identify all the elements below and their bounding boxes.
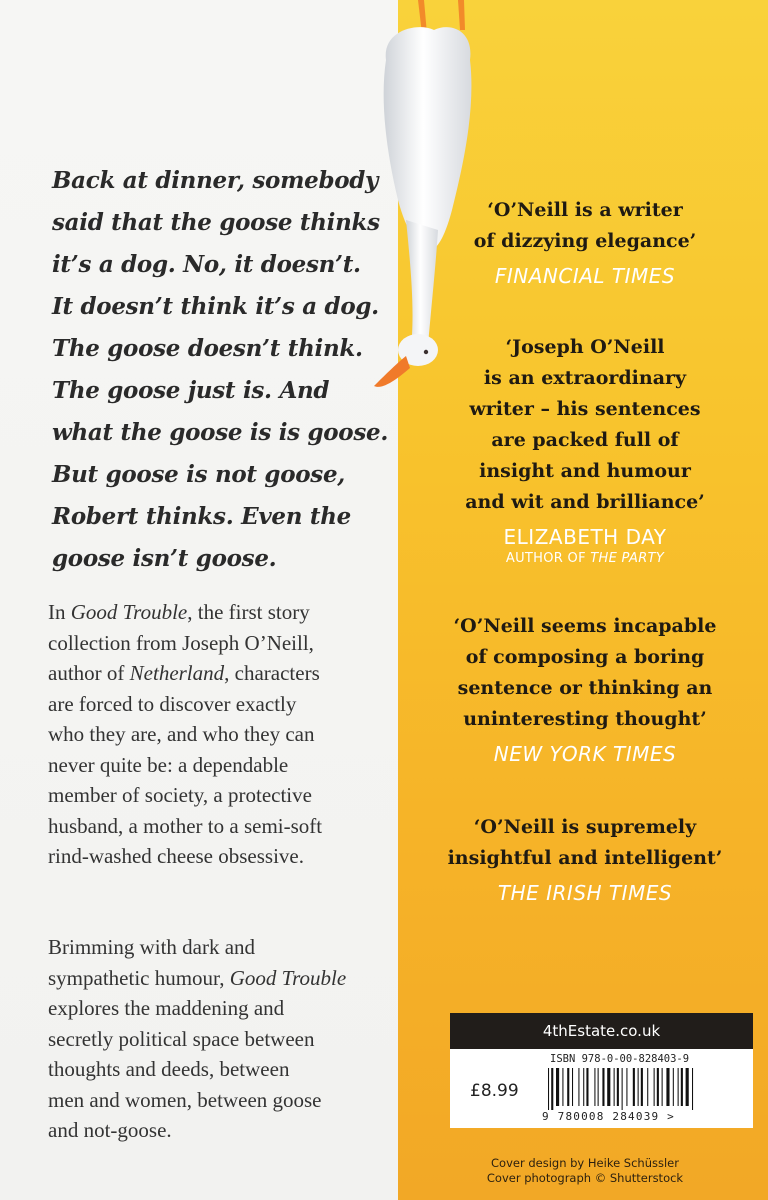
text-run: and not-goose.: [48, 1118, 172, 1142]
description-line: [48, 1085, 378, 1116]
text-run: collection from Joseph O’Neill,: [48, 630, 314, 655]
blurb-line: insightful and intelligent’: [447, 847, 723, 869]
barcode-bar: [602, 1068, 604, 1106]
excerpt-line: said that the goose thinks: [52, 209, 380, 236]
barcode-bar: [686, 1068, 689, 1106]
barcode-bar: [673, 1068, 674, 1106]
description-line: [48, 689, 378, 720]
blurb-source: THE IRISH TIMES: [497, 881, 673, 905]
text-run: , characters: [224, 661, 320, 685]
text-run: author of: [48, 661, 130, 685]
blurb-elizabeth-day: [420, 332, 750, 566]
barcode-bar: [662, 1068, 663, 1106]
blurb-financial-times: [420, 195, 750, 288]
barcode-bar: [638, 1068, 639, 1106]
description-paragraph-1: [48, 597, 378, 872]
barcode-bar: [633, 1068, 635, 1106]
barcode-bar: [647, 1068, 648, 1106]
barcode-digits: 9 780008 284039 >: [542, 1110, 675, 1123]
barcode-bar: [681, 1068, 683, 1106]
publisher-website: 4thEstate.co.uk: [450, 1013, 753, 1049]
barcode-bar: [654, 1068, 655, 1106]
description-line: [48, 780, 378, 811]
subtitle-book-title: THE PARTY: [590, 551, 665, 566]
price-label: £8.99: [470, 1081, 519, 1101]
isbn-number: ISBN 978-0-00-828403-9: [550, 1053, 690, 1065]
blurb-new-york-times: [420, 611, 750, 766]
photo-credit: Cover photograph © Shutterstock: [486, 1171, 684, 1185]
text-run: rind-washed cheese obsessive.: [48, 844, 304, 868]
cover-credits: [420, 1156, 750, 1186]
barcode-bar: [583, 1068, 584, 1106]
subtitle-prefix: AUTHOR OF: [505, 551, 591, 566]
blurb-line: uninteresting thought’: [463, 708, 707, 730]
barcode-bar: [626, 1068, 627, 1106]
text-run: who they are, and who they can: [48, 722, 315, 746]
blurb-irish-times: [420, 812, 750, 905]
text-run: men and women, between goose: [48, 1087, 322, 1112]
barcode-bar: [562, 1068, 563, 1106]
book-title: Netherland: [129, 661, 225, 685]
description-line: [48, 658, 378, 689]
barcode-bar: [578, 1068, 579, 1106]
blurb-line: of composing a boring: [465, 646, 705, 668]
description-line: [48, 993, 378, 1024]
barcode-bars: [548, 1068, 738, 1110]
text-run: sympathetic humour,: [48, 965, 230, 990]
blurb-line: of dizzying elegance’: [473, 230, 697, 252]
book-title: Good Trouble: [229, 965, 347, 990]
excerpt-line: But goose is not goose,: [52, 461, 345, 488]
description-line: [48, 597, 378, 628]
barcode-bar: [666, 1068, 669, 1106]
text-run: , the first story: [187, 600, 310, 624]
barcode-bar: [617, 1068, 619, 1106]
barcode-bar: [551, 1068, 553, 1110]
blurb-line: ‘O’Neill seems incapable: [453, 615, 717, 637]
text-run: Brimming with dark and: [48, 935, 256, 959]
blurb-source-subtitle: [420, 551, 750, 566]
excerpt-line: It doesn’t think it’s a dog.: [52, 293, 379, 320]
excerpt-line: it’s a dog. No, it doesn’t.: [52, 251, 361, 278]
excerpt-line: goose isn’t goose.: [52, 545, 277, 572]
barcode-bar: [692, 1068, 693, 1110]
text-run: thoughts and deeds, between: [48, 1057, 290, 1081]
design-credit: Cover design by Heike Schüssler: [491, 1156, 679, 1170]
blurb-line: are packed full of: [491, 429, 679, 451]
barcode-bar: [572, 1068, 573, 1106]
barcode-bar: [548, 1068, 549, 1110]
blurb-line: writer – his sentences: [469, 398, 701, 420]
barcode-panel: [450, 1049, 753, 1128]
description-line: [48, 1115, 378, 1146]
barcode-bar: [678, 1068, 679, 1106]
description-line: [48, 1024, 378, 1055]
blurb-line: ‘Joseph O’Neill: [505, 336, 665, 358]
blurb-line: insight and humour: [479, 460, 691, 482]
text-run: member of society, a protective: [48, 783, 312, 807]
excerpt-line: what the goose is is goose.: [52, 419, 389, 446]
text-run: explores the maddening and: [48, 996, 285, 1020]
barcode-bar: [594, 1068, 595, 1106]
barcode-bar: [622, 1068, 623, 1110]
text-run: never quite be: a dependable: [48, 752, 289, 777]
excerpt-quote: [52, 160, 389, 580]
barcode-bar: [657, 1068, 659, 1106]
description-line: [48, 719, 378, 750]
barcode-bar: [567, 1068, 569, 1106]
description-line: [48, 841, 378, 872]
blurb-line: and wit and brilliance’: [465, 491, 705, 513]
description-line: [48, 963, 378, 994]
text-run: In: [48, 600, 71, 624]
blurb-line: ‘O’Neill is supremely: [473, 816, 697, 838]
excerpt-line: The goose just is. And: [52, 377, 330, 404]
blurb-line: sentence or thinking an: [457, 677, 713, 699]
barcode-bar: [641, 1068, 643, 1106]
blurb-source: ELIZABETH DAY: [503, 525, 667, 549]
description-line: [48, 932, 378, 963]
description-line: [48, 628, 378, 659]
book-title: Good Trouble: [70, 600, 188, 624]
barcode-bar: [598, 1068, 599, 1106]
description-line: [48, 750, 378, 781]
blurb-line: is an extraordinary: [483, 367, 687, 389]
blurb-source: FINANCIAL TIMES: [494, 264, 676, 288]
description-line: [48, 811, 378, 842]
description-paragraph-2: [48, 932, 378, 1146]
barcode-bar: [607, 1068, 610, 1106]
barcode-bar: [614, 1068, 615, 1106]
text-run: are forced to discover exactly: [48, 691, 297, 716]
excerpt-line: The goose doesn’t think.: [52, 335, 363, 362]
description-line: [48, 1054, 378, 1085]
excerpt-line: Back at dinner, somebody: [52, 167, 379, 194]
barcode-bar: [586, 1068, 588, 1106]
text-run: husband, a mother to a semi-soft: [48, 813, 323, 838]
barcode-bar: [556, 1068, 559, 1106]
text-run: secretly political space between: [48, 1026, 315, 1051]
blurb-line: ‘O’Neill is a writer: [487, 199, 683, 221]
blurb-source: NEW YORK TIMES: [493, 742, 677, 766]
excerpt-line: Robert thinks. Even the: [52, 503, 351, 530]
